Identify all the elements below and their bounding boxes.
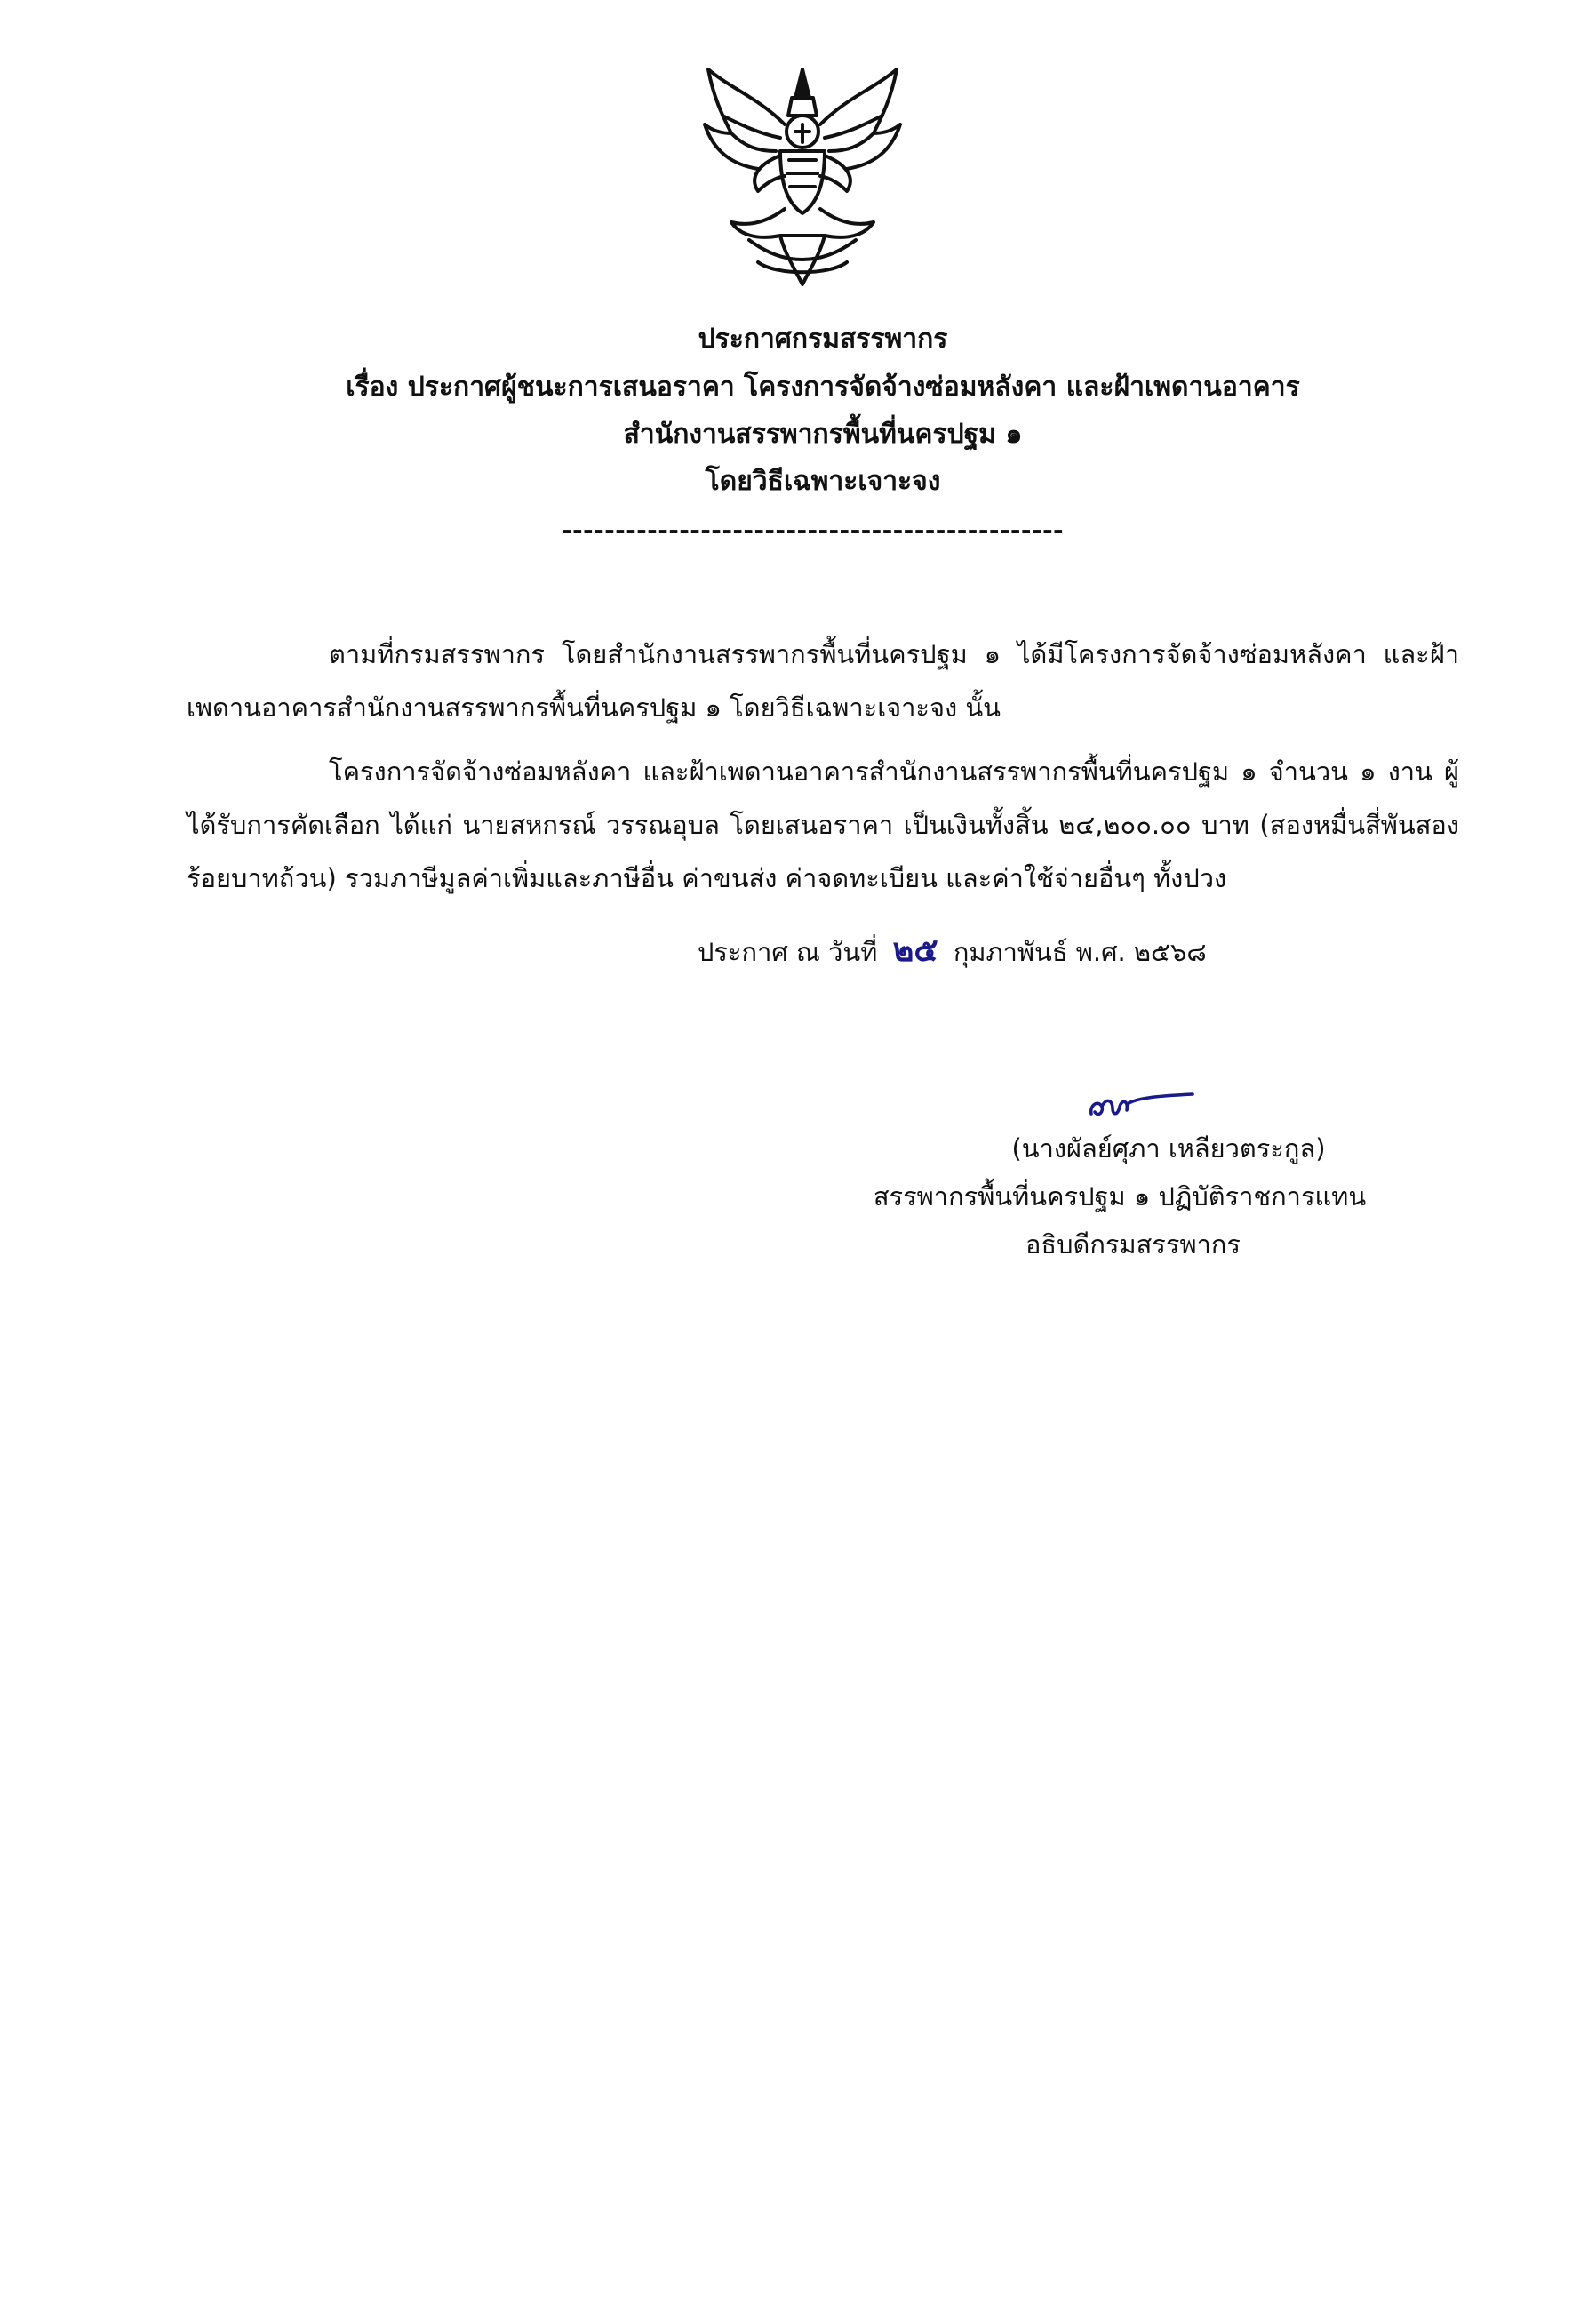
signer-authority: อธิบดีกรมสรรพากร bbox=[1025, 1229, 1241, 1260]
announcement-date bbox=[698, 924, 1207, 979]
document-subject: เรื่อง ประกาศผู้ชนะการเสนอราคา โครงการจัดจ้างซ่อมหลังคา และฝ้าเพดานอาคาร bbox=[346, 372, 1300, 403]
procurement-method: โดยวิธีเฉพาะเจาะจง bbox=[705, 466, 941, 497]
paragraph-award: โครงการจัดจ้างซ่อมหลังคา และฝ้าเพดานอาคารสำนักงานสรรพากรพื้นที่นครปฐม ๑ จำนวน ๑ งาน ผู้ได้รับการคัดเลือก ได้แก่ นายสหกรณ์ วรรณอุบล โดยเสนอราคา เป็นเงินทั้งสิ้น ๒๔,๒๐๐.๐๐ บาท (สองหมื่นสี่พันสองร้อยบาทถ้วน) รวมภาษีมูลค่าเพิ่มและภาษีอื่น ค่าขนส่ง ค่าจดทะเบียน และค่าใช้จ่ายอื่นๆ ทั้งปวง bbox=[187, 756, 1459, 893]
date-day-handwritten: ๒๕ bbox=[892, 932, 938, 969]
paragraph-background: ตามที่กรมสรรพากร โดยสำนักงานสรรพากรพื้นที่นครปฐม ๑ ได้มีโครงการจัดจ้างซ่อมหลังคา และฝ้าเพดานอาคารสำนักงานสรรพากรพื้นที่นครปฐม ๑ โดยวิธีเฉพาะเจาะจง นั้น bbox=[187, 639, 1459, 723]
header-divider: ----------------------------------------------- bbox=[562, 516, 1064, 545]
signer-name: (นางผัลย์ศุภา เหลียวตระกูล) bbox=[1011, 1133, 1326, 1164]
signature-block bbox=[835, 1124, 1404, 1268]
page-title: ประกาศกรมสรรพากร bbox=[698, 324, 948, 355]
handwritten-signature bbox=[1086, 1080, 1201, 1124]
garuda-emblem-icon bbox=[696, 62, 909, 293]
signer-position: สรรพากรพื้นที่นครปฐม ๑ ปฏิบัติราชการแทน bbox=[873, 1181, 1367, 1212]
office-name: สำนักงานสรรพากรพื้นที่นครปฐม ๑ bbox=[623, 419, 1023, 450]
date-prefix: ประกาศ ณ วันที่ bbox=[698, 937, 878, 967]
date-suffix: กุมภาพันธ์ พ.ศ. ๒๕๖๘ bbox=[953, 937, 1207, 967]
